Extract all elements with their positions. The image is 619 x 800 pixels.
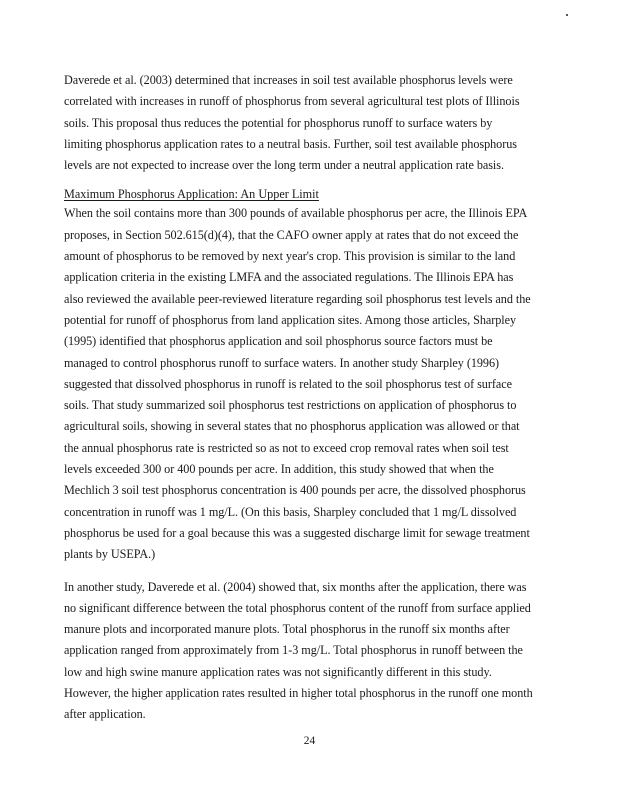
- text-line: phosphorus be used for a goal because this was a suggested discharge limit for sewage treatment: [64, 525, 530, 540]
- text-line: soils. This proposal thus reduces the potential for phosphorus runoff to surface waters by: [64, 115, 493, 130]
- text-line: potential for runoff of phosphorus from land application sites. Among those articles, Sharpley: [64, 312, 517, 327]
- text-line: When the soil contains more than 300 pounds of available phosphorus per acre, the Illinois EPA: [64, 206, 528, 221]
- text-line: plants by USEPA.): [64, 547, 156, 562]
- text-line: the annual phosphorus rate is restricted so as not to exceed crop removal rates when soil test: [64, 440, 509, 455]
- text-line: managed to control phosphorus runoff to surface waters. In another study Sharpley (1996): [64, 355, 500, 370]
- text-line: after application.: [64, 707, 146, 722]
- text-line: In another study, Daverede et al. (2004) showed that, six months after the application, there was: [64, 579, 527, 594]
- text-line: levels exceeded 300 or 400 pounds per acre. In addition, this study showed that when the: [64, 462, 494, 477]
- page-number: 24: [303, 735, 316, 747]
- text-line: agricultural soils, showing in several states that no phosphorus application was allowed or that: [64, 419, 520, 434]
- text-line: manure plots and incorporated manure plots. Total phosphorus in the runoff six months after: [64, 622, 510, 637]
- text-line: Mechlich 3 soil test phosphorus concentration is 400 pounds per acre, the dissolved phosphorus: [64, 483, 526, 498]
- text-line: Daverede et al. (2003) determined that increases in soil test available phosphorus levels were: [64, 73, 513, 87]
- document-body: [64, 70, 562, 726]
- text-line: However, the higher application rates resulted in higher total phosphorus in the runoff one month: [64, 686, 533, 701]
- paragraph-daverede-2003: [64, 70, 562, 176]
- text-line: soils. That study summarized soil phosphorus test restrictions on application of phosphorus to: [64, 398, 517, 413]
- paragraph-maximum-application: [64, 203, 562, 565]
- scan-speck: [566, 14, 568, 16]
- text-line: concentration in runoff was 1 mg/L. (On this basis, Sharpley concluded that 1 mg/L dissolved: [64, 504, 517, 519]
- text-line: also reviewed the available peer-reviewed literature regarding soil phosphorus test levels and the: [64, 291, 531, 306]
- text-line: amount of phosphorus to be removed by next year's crop. This provision is similar to the land: [64, 249, 516, 264]
- text-line: (1995) identified that phosphorus application and soil phosphorus source factors must be: [64, 334, 493, 349]
- section-heading: Maximum Phosphorus Application: An Upper Limit: [64, 187, 319, 202]
- text-line: low and high swine manure application rates was not significantly different in this study.: [64, 664, 492, 679]
- paragraph-daverede-2004: [64, 577, 562, 726]
- text-line: application ranged from approximately from 1-3 mg/L. Total phosphorus in runoff between the: [64, 643, 523, 658]
- text-line: correlated with increases in runoff of phosphorus from several agricultural test plots of Illinois: [64, 94, 520, 109]
- text-line: limiting phosphorus application rates to a neutral basis. Further, soil test available phosphorus: [64, 136, 517, 151]
- text-line: levels are not expected to increase over the long term under a neutral application rate basis.: [64, 158, 504, 173]
- text-line: proposes, in Section 502.615(d)(4), that the CAFO owner apply at rates that do not exceed the: [64, 227, 519, 242]
- text-line: application criteria in the existing LMFA and the associated regulations. The Illinois EPA has: [64, 270, 514, 285]
- text-line: no significant difference between the total phosphorus content of the runoff from surface applied: [64, 600, 531, 615]
- text-line: suggested that dissolved phosphorus in runoff is related to the soil phosphorus test of surface: [64, 376, 512, 391]
